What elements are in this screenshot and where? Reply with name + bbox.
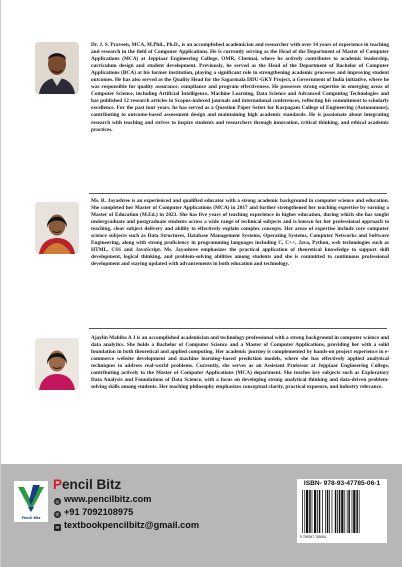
author-photo-2 <box>35 202 79 254</box>
barcode-icon <box>301 490 383 535</box>
bio-divider-2 <box>89 328 387 329</box>
globe-icon: ◎ <box>55 498 60 504</box>
author-bio-1 <box>1 42 402 190</box>
logo-caption: Pencil Bitz <box>21 516 41 520</box>
publisher-name <box>53 477 121 492</box>
whatsapp-icon: ✆ <box>55 511 60 517</box>
barcode-digits: 9 789347 785061 <box>300 535 327 539</box>
email-address[interactable]: textbookpencilbitz@gmail.com <box>64 520 200 530</box>
publisher-footer <box>1 464 402 567</box>
website-link[interactable]: www.pencilbitz.com <box>64 494 152 504</box>
author-photo-1 <box>35 42 79 94</box>
isbn-number: ISBN- 978-93-47785-06-1 <box>303 480 381 487</box>
email-line <box>54 520 199 531</box>
publisher-logo <box>14 481 48 522</box>
author-bio-text-3: Ajaylin Mahiba A J is an accomplished academician and technology professional with a strong background in computer science and data analytics. She holds a Bachelor of Computer Science and a Master of Computer Applications, providing her with a solid foundation in both theoretical and applied computing. Her academic journey is complemented by hands-on project experience in e-commerce website development and machine learning–based prediction models, where she has effectively applied analytical techniques to address real-world problems. Currently, she serves as an Assistant Professor at Jeppiaar Engineering College, contributing actively to the Master of Computer Applications (MCA) department. She teaches key subjects such as Exploratory Data Analysis and Foundations of Data Science, with a focus on developing strong analytical thinking and data-driven problem-solving skills among students. Her teaching philosophy emphasizes conceptual clarity, practical exposure, and industry relevance. <box>91 335 389 391</box>
website-line <box>54 494 151 505</box>
isbn-barcode <box>297 479 387 543</box>
author-photo-3 <box>35 338 79 390</box>
pencil-bitz-logo-icon <box>14 481 48 515</box>
author-bio-3 <box>1 335 402 455</box>
phone-line <box>54 507 133 518</box>
author-bio-2 <box>1 198 402 324</box>
author-bio-text-1: Dr. J. S. Praveen, MCA, M.Phil., Ph.D., is an accomplished academician and researcher with over 14 years of experience in teaching and research in the field of Computer Applications. He is currently serving as the Head of the Department of Master of Computer Applications (MCA) at Jeppiaar Engineering College, OMR, Chennai, where he actively contributes to academic leadership, curriculum design and student development. Previously, he served as the Head of the Department of Bachelor of Computer Applications (BCA) at his former institution, playing a significant role in strengthening academic processes and improving student outcomes. He has also served as the Quality Head for the Sagarmala DDU-GKY Project, a Government of India initiative, where he was responsible for quality assurance, compliance and program effectiveness. He possesses strong expertise in emerging areas of Computer Science, including Artificial Intelligence, Machine Learning, Data Science and Advanced Computing Technologies and has published 12 research articles in Scopus-indexed journals and international conferences, reflecting his commitment to scholarly excellence. For the past four years, he has served as a Question Paper Setter for Karpagam College of Engineering (Autonomous), contributing to outcome-based assessment design and maintaining high academic standards. He is passionate about integrating research with teaching and strives to inspire students and researchers through innovation, critical thinking, and ethical academic practices. <box>91 42 389 133</box>
phone-number: +91 7092108975 <box>64 507 134 517</box>
publisher-name-initial: P <box>53 477 63 492</box>
bio-divider-1 <box>89 193 387 194</box>
mail-icon: ✉ <box>55 524 60 530</box>
author-bio-text-2: Ms. R. Jayashree is an experienced and qualified educator with a strong academic background in computer science and education. She completed her Master of Computer Applications (MCA) in 2017 and further strengthened her teaching expertise by earning a Master of Education (M.Ed.) in 2023. She has five years of teaching experience in higher education, during which she has taught undergraduate and postgraduate students across a wide range of technical subjects and is known for her professional approach to teaching, clear subject delivery and ability to effectively explain complex concepts. Her areas of expertise include core computer science subjects such as Data Structures, Database Management Systems, Operating Systems, Computer Networks and Software Engineering, along with strong proficiency in programming languages including C, C++, Java, Python, web technologies such as HTML, CSS and JavaScript. Ms. Jayashree emphasizes the practical application of theoretical knowledge to support skill development, logical thinking, and problem-solving abilities among students and she is committed to continuous professional development and staying updated with advancements in both education and technology. <box>91 198 389 268</box>
publisher-name-rest: encil Bitz <box>62 477 122 492</box>
